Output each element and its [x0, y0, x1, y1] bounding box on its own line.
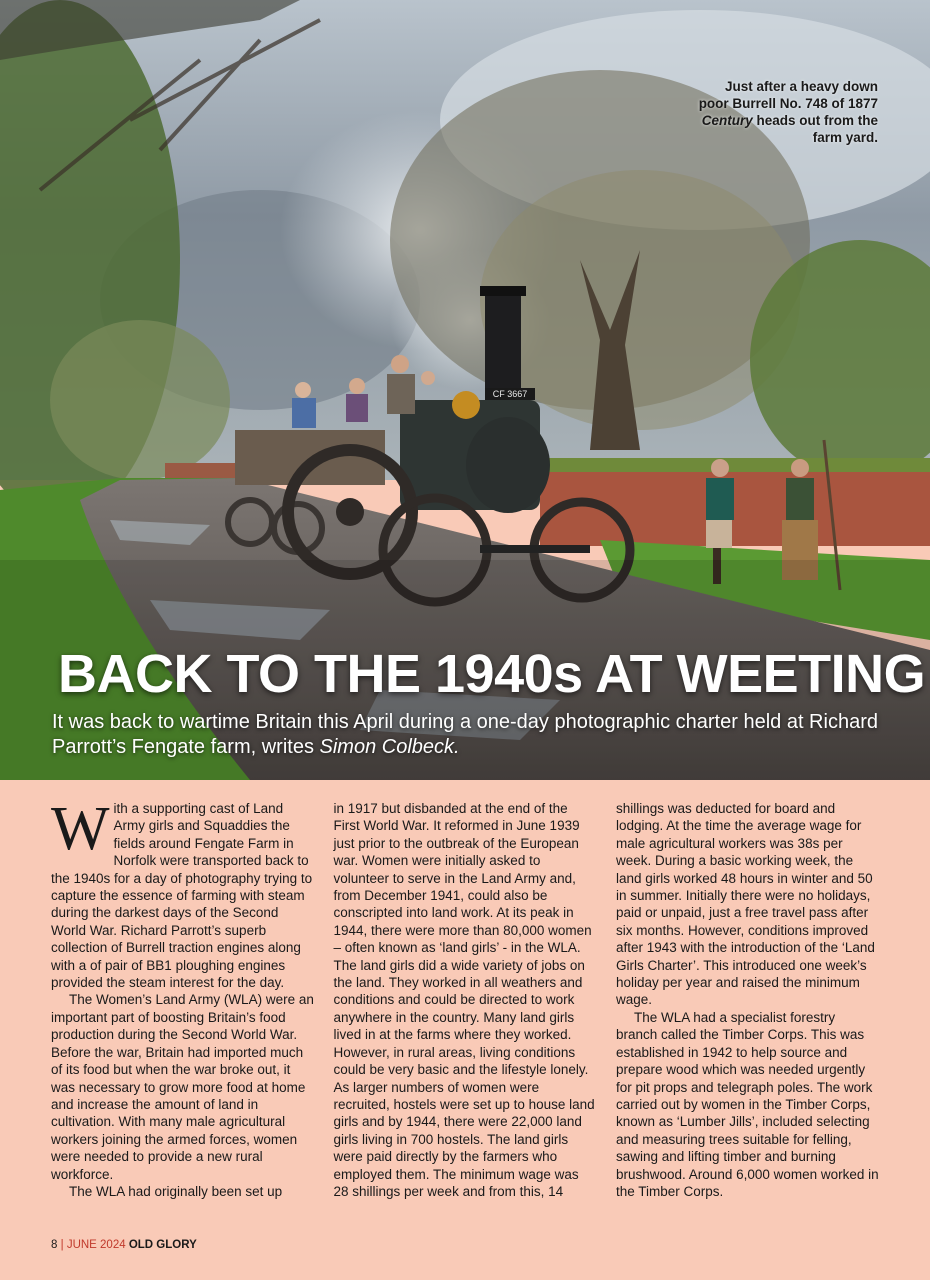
article-body	[51, 800, 879, 1220]
article-standfirst: It was back to wartime Britain this April during a one-day photographic charter held at Richard Parrott’s Fengate farm, writes Simon Colbeck.	[52, 711, 878, 758]
article-column-3	[616, 800, 879, 1220]
page-number: 8	[51, 1239, 58, 1251]
paragraph: The WLA had originally been set up	[69, 1183, 283, 1199]
paragraph: With a supporting cast of Land Army girls and Squaddies the fields around Fengate Farm in Norfolk were transported back to the 1940s for a day of photography trying to capture the essence of farming with steam during the darkest days of the Second World War. Richard Parrott’s superb collection of Burrell traction engines along with a of pair of BB1 ploughing engines provided the steam interest for the day.	[51, 800, 313, 991]
author-byline: Simon Colbeck.	[319, 736, 460, 758]
paragraph: The Women’s Land Army (WLA) were an important part of boosting Britain’s food production during the Second World War. Before the war, Britain had imported much of its food but when the war broke out, it was necessary to grow more food at home and increase the amount of land in cultivation. With many male agricultural workers joining the armed forces, women were needed to provide a new rural workforce.	[51, 992, 314, 1182]
paragraph: The WLA had a specialist forestry branch called the Timber Corps. This was established in 1942 to help source and prepare wood which was needed urgently for pit props and telegraph poles. The work carried out by women in the Timber Corps, known as ‘Lumber Jills’, included selecting and measuring trees suitable for felling, sawing and lifting timber and burning brushwood. Around 6,000 women worked in the Timber Corps.	[616, 1009, 879, 1199]
engine-number-plate: CF 3667	[492, 389, 528, 399]
page-footer	[51, 1239, 197, 1251]
magazine-name: OLD GLORY	[128, 1239, 197, 1251]
article-column-2	[334, 800, 597, 1220]
footer-separator: |	[60, 1239, 64, 1251]
article-column-1	[51, 800, 314, 1220]
photo-caption: Just after a heavy down poor Burrell No. 748 of 1877 Century heads out from the farm yard.	[698, 79, 878, 145]
issue-date: JUNE 2024	[66, 1239, 126, 1251]
paragraph: shillings was deducted for board and lodging. At the time the average wage for male agricultural workers was 38s per week. During a basic working week, the land girls worked 48 hours in winter and 50 in summer. Initially there were no holidays, paid or unpaid, just a free travel pass after six months. However, conditions improved after 1943 with the introduction of the ‘Land Girls Charter’. This introduced one week’s holiday per year and raised the minimum wage.	[616, 801, 875, 1008]
drop-cap: W	[51, 800, 110, 863]
article-headline: BACK TO THE 1940s AT WEETING	[58, 644, 926, 704]
paragraph: in 1917 but disbanded at the end of the First World War. It reformed in June 1939 just prior to the outbreak of the European war. Women were initially asked to volunteer to serve in the Land Army and, from December 1941, could also be conscripted into land work. At its peak in 1944, there were more than 80,000 women – often known as ‘land girls’ - in the WLA. The land girls did a wide variety of jobs on the land. They worked in all weathers and conditions and could be directed to work anywhere in the country. Many land girls lived in at the farms where they worked. However, in rural areas, living conditions could be very basic and the lifestyle lonely. As larger numbers of women were recruited, hostels were set up to house land girls and by 1944, there were 22,000 land girls living in 700 hostels. The land girls were paid directly by the farmers who employed them. The minimum wage was 28 shillings per week and from this, 14	[333, 801, 595, 1199]
